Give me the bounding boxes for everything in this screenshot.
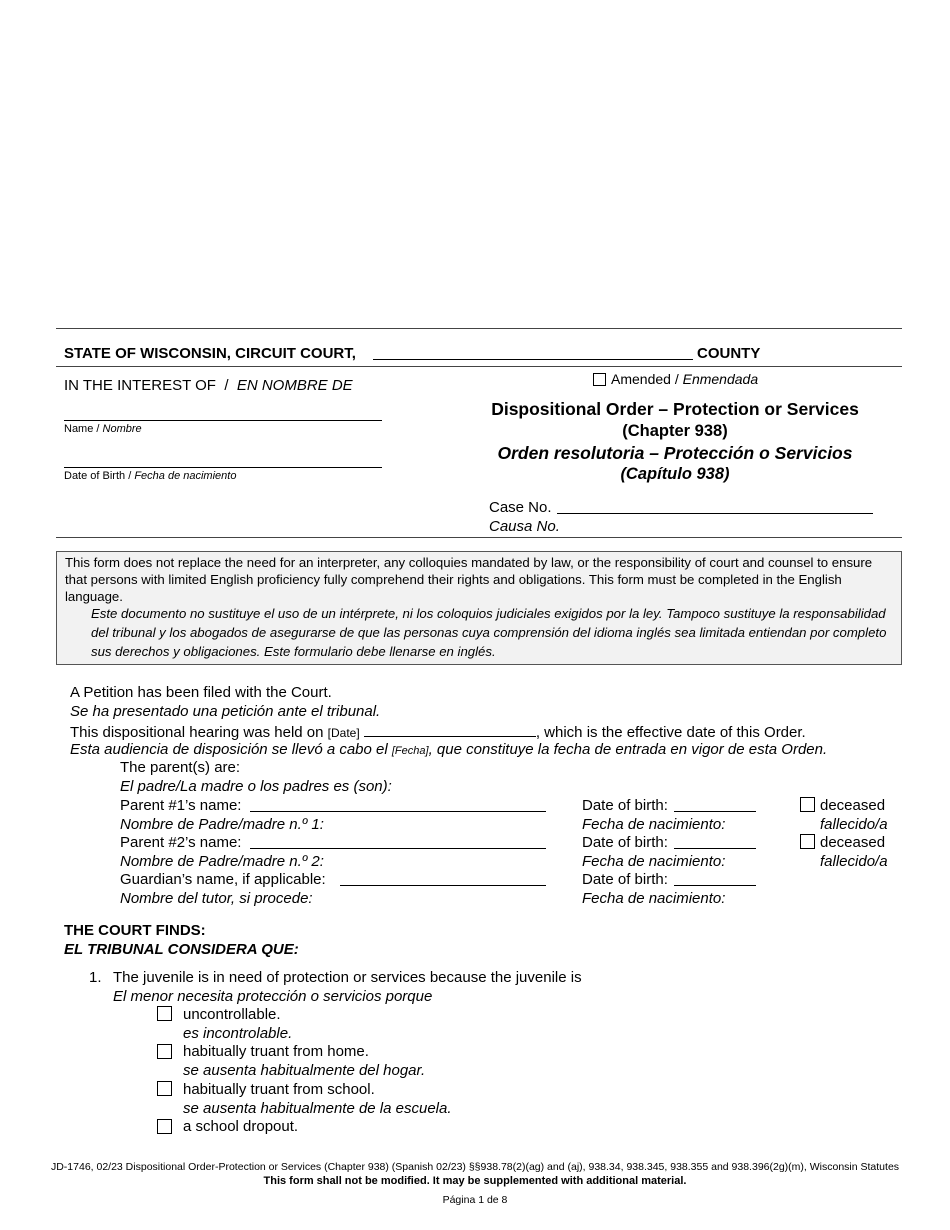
page-number: Página 1 de 8	[442, 1194, 508, 1206]
petition-en: A Petition has been filed with the Court.	[70, 684, 332, 701]
hearing-en-post: , which is the effective date of this Order.	[535, 724, 806, 741]
option-truant-home-en: habitually truant from home.	[183, 1043, 369, 1060]
parent1-label-en: Parent #1’s name:	[120, 797, 242, 814]
option-dropout-en: a school dropout.	[183, 1118, 299, 1135]
guardian-dob-field[interactable]	[674, 885, 756, 886]
court-finds-es: EL TRIBUNAL CONSIDERA QUE:	[64, 941, 299, 958]
guardian-dob-label-en: Date of birth:	[582, 871, 668, 888]
dropout-checkbox[interactable]	[157, 1119, 172, 1134]
guardian-name-field[interactable]	[340, 885, 546, 886]
parent1-label-es: Nombre de Padre/madre n.º 1:	[120, 816, 324, 833]
form-chapter-en: (Chapter 938)	[622, 422, 728, 440]
form-chapter-es: (Capítulo 938)	[620, 465, 730, 483]
dob-label	[64, 470, 236, 482]
hearing-date-tag: [Date]	[327, 726, 360, 740]
truant-home-checkbox[interactable]	[157, 1044, 172, 1059]
header-rule	[56, 366, 902, 367]
parents-es: El padre/La madre o los padres es (son):	[120, 778, 392, 795]
hearing-en-pre: This dispositional hearing was held on	[70, 724, 324, 741]
name-label	[64, 423, 142, 435]
option-truant-school-es: se ausenta habitualmente de la escuela.	[183, 1100, 452, 1117]
interest-en: IN THE INTEREST OF	[64, 377, 216, 394]
interest-sep: /	[224, 377, 229, 394]
parent1-dob-label-es: Fecha de nacimiento:	[582, 816, 726, 833]
parent2-label-en: Parent #2’s name:	[120, 834, 242, 851]
item1-en: The juvenile is in need of protection or services because the juvenile is	[113, 969, 582, 986]
county-field[interactable]	[373, 359, 693, 360]
hearing-line-en	[70, 722, 806, 741]
form-title-es: Orden resolutoria – Protección o Servicios	[497, 443, 853, 463]
hearing-date-field[interactable]	[364, 722, 536, 737]
option-uncontrollable-en: uncontrollable.	[183, 1006, 281, 1023]
form-title-en: Dispositional Order – Protection or Services	[491, 399, 859, 419]
name-label-es: Nombre	[102, 423, 142, 435]
case-no-field[interactable]	[557, 513, 873, 514]
dob-label-es: Fecha de nacimiento	[134, 470, 237, 482]
hearing-es-pre: Esta audiencia de disposición se llevó a cabo el	[70, 741, 388, 758]
option-uncontrollable-es: es incontrolable.	[183, 1025, 293, 1042]
top-rule	[56, 328, 902, 329]
guardian-label-es: Nombre del tutor, si procede:	[120, 890, 313, 907]
item1-es: El menor necesita protección o servicios porque	[113, 988, 433, 1005]
amended-es: Enmendada	[682, 371, 759, 387]
option-truant-home-es: se ausenta habitualmente del hogar.	[183, 1062, 426, 1079]
interest-es: EN NOMBRE DE	[236, 377, 353, 394]
uncontrollable-checkbox[interactable]	[157, 1006, 172, 1021]
parent2-dob-field[interactable]	[674, 848, 756, 849]
parent2-label-es: Nombre de Padre/madre n.º 2:	[120, 853, 324, 870]
parent2-dob-label-en: Date of birth:	[582, 834, 668, 851]
parent1-dob-label-en: Date of birth:	[582, 797, 668, 814]
parent2-deceased-es: fallecido/a	[820, 853, 888, 870]
truant-school-checkbox[interactable]	[157, 1081, 172, 1096]
parent2-dob-label-es: Fecha de nacimiento:	[582, 853, 726, 870]
guardian-dob-label-es: Fecha de nacimiento:	[582, 890, 726, 907]
petition-es: Se ha presentado una petición ante el tribunal.	[70, 703, 381, 720]
parent1-name-field[interactable]	[250, 811, 546, 812]
notice-en: This form does not replace the need for an interpreter, any colloquies mandated by law, or the responsibility of court and counsel to ensure that persons with limited English proficiency fully comprehend their rights and obligations. This form must be completed in the English language.	[65, 555, 873, 604]
amended-en: Amended /	[611, 371, 679, 387]
parent2-name-field[interactable]	[250, 848, 546, 849]
item1-number: 1.	[89, 969, 102, 986]
guardian-label-en: Guardian’s name, if applicable:	[120, 871, 326, 888]
parent1-deceased-es: fallecido/a	[820, 816, 888, 833]
juvenile-name-field[interactable]	[64, 420, 382, 421]
footer-citation: JD-1746, 02/23 Dispositional Order-Protection or Services (Chapter 938) (Spanish 02/23) §§938.78(2)(ag) and (aj), 938.34, 938.345, 938.355 and 938.396(2g)(m), Wisconsin Statutes	[50, 1161, 900, 1173]
parents-en: The parent(s) are:	[120, 759, 241, 776]
county-label: COUNTY	[697, 345, 761, 362]
amended-label	[611, 371, 758, 387]
name-label-en: Name /	[64, 423, 100, 435]
notice-es: Este documento no sustituye el uso de un intérprete, ni los coloquios judiciales exigidos por la ley. Tampoco sustituye la responsabilidad del tribunal y los abogados de asegurarse de que las personas cuya comprensión del idioma inglés sea limitada entiendan por completo sus derechos y obligaciones. Este formulario debe llenarse en inglés.	[91, 606, 887, 659]
amended-checkbox[interactable]	[593, 373, 606, 386]
header-bottom-rule	[56, 537, 902, 538]
causa-no-label: Causa No.	[489, 518, 560, 535]
interpreter-notice	[56, 551, 902, 665]
option-truant-school-en: habitually truant from school.	[183, 1081, 375, 1098]
court-finds-en: THE COURT FINDS:	[64, 922, 206, 939]
parent1-dob-field[interactable]	[674, 811, 756, 812]
juvenile-dob-field[interactable]	[64, 467, 382, 468]
parent1-deceased-en: deceased	[820, 797, 886, 814]
parent2-deceased-checkbox[interactable]	[800, 834, 815, 849]
footer-warning: This form shall not be modified. It may be supplemented with additional material.	[263, 1175, 687, 1187]
parent1-deceased-checkbox[interactable]	[800, 797, 815, 812]
hearing-fecha-tag: [Fecha]	[391, 745, 429, 757]
court-label: STATE OF WISCONSIN, CIRCUIT COURT,	[64, 345, 356, 362]
interest-of-label	[64, 377, 353, 394]
hearing-es-post: , que constituye la fecha de entrada en vigor de esta Orden.	[428, 741, 828, 758]
parent2-deceased-en: deceased	[820, 834, 886, 851]
dob-label-en: Date of Birth /	[64, 470, 132, 482]
hearing-line-es	[70, 741, 827, 758]
case-no-label: Case No.	[489, 499, 552, 516]
